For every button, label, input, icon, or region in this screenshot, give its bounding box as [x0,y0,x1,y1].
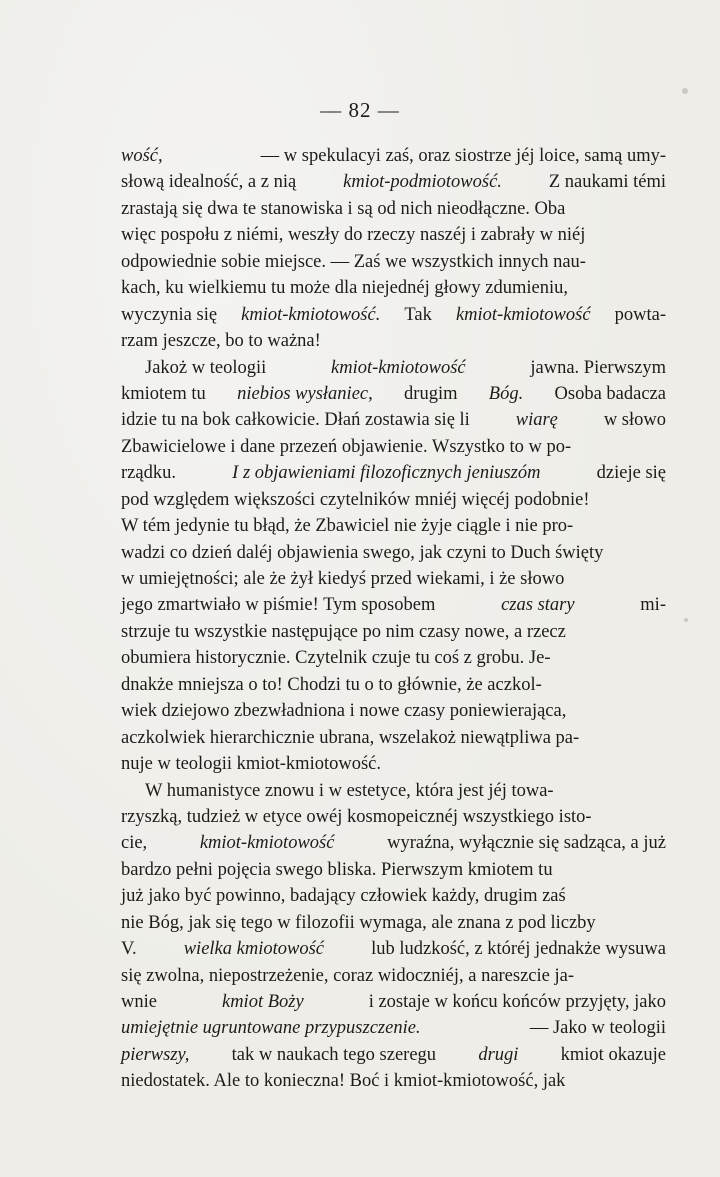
text-segment: jawna. Pierwszym [530,357,666,378]
text-segment: dnakże mniejsza o to! Chodzi tu o to głównie, że aczkol- [121,674,542,695]
text-segment: odpowiednie sobie miejsce. — Zaś we wszystkich innych nau- [121,251,586,272]
text-segment: aczkolwiek hierarchicznie ubrana, wszelakoż niewątpliwa pa- [121,727,580,748]
text-line [121,701,666,727]
text-segment: nuje w teologii kmiot-kmiotowość. [121,754,382,775]
paper-speck [684,618,688,622]
text-segment: zrastają się dwa te stanowiska i są od nich nieodłączne. Oba [121,198,566,219]
text-segment: wadzi co dzień daléj objawienia swego, jak czyni to Duch święty [121,542,604,563]
text-segment: idzie tu na bok całkowicie. Dłań zostawia się li [121,410,470,431]
text-segment: wyraźna, wyłącznie się sadząca, a już [387,833,666,854]
text-line [121,966,666,992]
text-segment: mi- [640,595,666,616]
text-segment: tak w naukach tego szeregu [231,1044,437,1065]
text-line [121,595,666,621]
text-line [121,622,666,648]
text-segment: strzuje tu wszystkie następujące po nim czasy nowe, a rzecz [121,621,566,642]
italic-text: czas stary [501,595,575,616]
text-line [121,331,666,357]
text-line [121,384,666,410]
italic-text: kmiot-kmiotowość. [241,304,381,325]
text-line [121,781,666,807]
italic-text: pierwszy, [121,1044,190,1065]
italic-text: niebios wysłaniec, [237,383,373,404]
text-line [121,860,666,886]
text-line [121,252,666,278]
text-segment: — w spekulacyi zaś, oraz siostrze jéj loice, samą umy- [260,146,666,166]
text-line [121,675,666,701]
italic-text: wość, [121,146,163,166]
text-segment: niedostatek. Ale to konieczna! Boć i kmiot-kmiotowość, jak [121,1071,566,1092]
italic-text: Bóg. [488,383,524,404]
italic-text: kmiot Boży [221,992,304,1012]
text-segment: i zostaje w końcu końców przyjęty, jako [368,992,666,1012]
text-segment: w słowo [603,410,666,431]
text-segment: kach, ku wielkiemu tu może dla niejednéj głowy zdumieniu, [121,278,568,299]
text-line [121,1018,666,1044]
text-segment: wyczynia się [121,304,218,325]
text-segment: Zbawicielowe i dane przezeń objawienie. Wszystko to w po- [121,436,572,457]
text-line [121,833,666,859]
text-segment: drugim [404,383,458,404]
text-line [121,648,666,674]
text-line [121,516,666,542]
text-line [121,913,666,939]
text-segment: kmiotem tu [121,383,206,404]
text-segment: rzyszką, tudzież w etyce owéj kosmopeicznéj wszystkiego isto- [121,806,592,827]
text-line [121,146,666,172]
italic-text: wielka kmiotowość [183,939,324,960]
text-segment: V. [121,939,137,960]
text-segment: słową idealność, a z nią [121,172,297,193]
italic-text: umiejętnie ugruntowane przypuszczenie. [121,1018,421,1039]
text-line [121,886,666,912]
text-segment: lub ludzkość, z któréj jednakże wysuwa [371,939,666,960]
text-line [121,1045,666,1071]
text-line [121,199,666,225]
text-line [121,358,666,384]
text-segment: rzam jeszcze, bo to ważna! [121,331,321,352]
text-segment: nie Bóg, jak się tego w filozofii wymaga, ale znana z pod liczby [121,912,596,933]
text-segment: już jako być powinno, badający człowiek każdy, drugim zaś [121,886,566,907]
text-segment: pod względem większości czytelników mniéj więcéj podobnie! [121,489,590,510]
italic-text: wiarę [515,410,558,431]
text-segment: Tak [404,304,432,325]
text-line [121,225,666,251]
text-segment: wiek dziejowo zbezwładniona i nowe czasy poniewierająca, [121,701,567,722]
text-line [121,728,666,754]
text-line [121,305,666,331]
text-line [121,490,666,516]
text-segment: kmiot okazuje [560,1044,666,1065]
italic-text: kmiot-podmiotowość. [343,172,502,193]
text-line [121,543,666,569]
text-segment: Z naukami témi [548,172,666,193]
italic-text: kmiot-kmiotowość [455,304,591,325]
text-line [121,1071,666,1097]
text-segment: W tém jedynie tu błąd, że Zbawiciel nie żyje ciągle i nie pro- [121,516,574,537]
text-line [121,278,666,304]
text-segment: wnie [121,992,157,1012]
text-line [121,172,666,198]
text-segment: dzieje się [596,463,666,484]
text-segment: więc pospołu z niémi, weszły do rzeczy naszéj i zabrały w niéj [121,225,586,246]
text-segment: rządku. [121,463,176,484]
text-line [121,437,666,463]
text-line [121,463,666,489]
text-line [121,569,666,595]
text-segment: W humanistyce znowu i w estetyce, która jest jéj towa- [145,780,554,801]
text-line [121,939,666,965]
text-segment: — Jako w teologii [529,1018,666,1039]
body-text [121,146,666,1098]
italic-text: kmiot-kmiotowość [331,357,466,378]
italic-text: drugi [478,1044,519,1065]
page-number: — 82 — [320,98,400,122]
text-line [121,807,666,833]
text-segment: obumiera historycznie. Czytelnik czuje tu coś z grobu. Je- [121,648,551,669]
text-segment: bardzo pełni pojęcia swego bliska. Pierwszym kmiotem tu [121,859,553,880]
italic-text: I z objawieniami filozoficznych jeniuszóm [232,463,541,484]
text-line [121,410,666,436]
paper-speck [682,88,688,94]
text-segment: cie, [121,833,148,854]
text-segment: Osoba badacza [554,383,666,404]
italic-text: kmiot-kmiotowość [199,833,335,854]
text-segment: powta- [614,304,666,325]
text-segment: w umiejętności; ale że żył kiedyś przed wiekami, i że słowo [121,569,565,589]
text-segment: jego zmartwiało w piśmie! Tym sposobem [121,595,436,616]
text-line [121,992,666,1018]
text-segment: się zwolna, niepostrzeżenie, coraz widoczniéj, a nareszcie ja- [121,965,575,986]
text-line [121,754,666,780]
text-segment: Jakoż w teologii [145,357,267,378]
